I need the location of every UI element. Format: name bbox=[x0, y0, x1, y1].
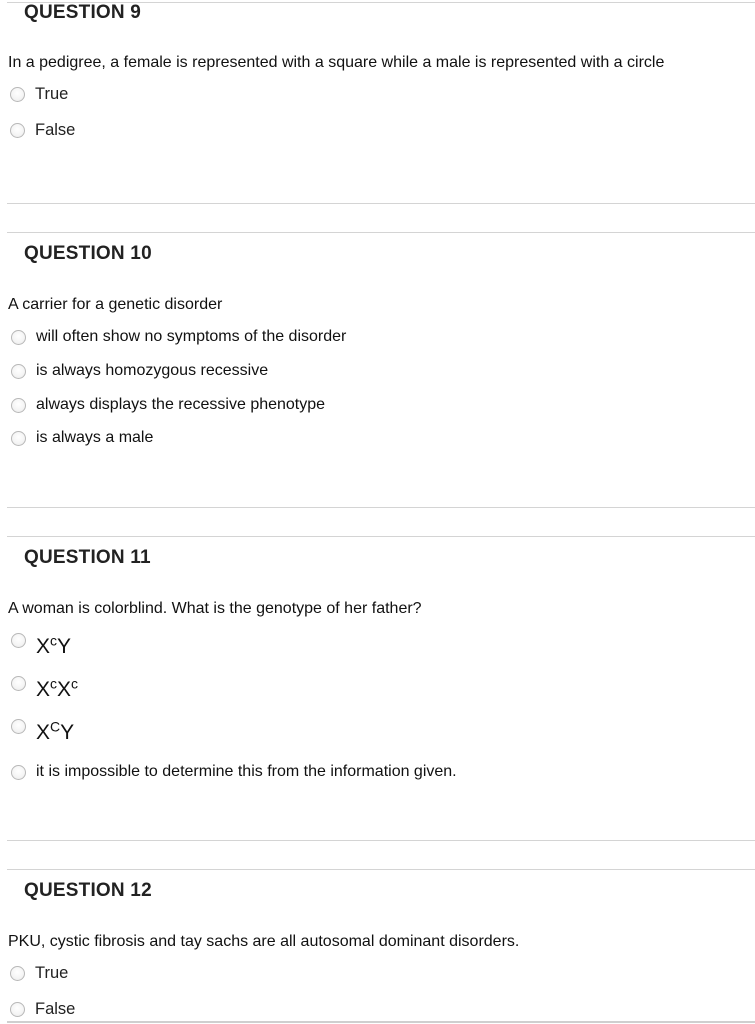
option-label: True bbox=[35, 84, 69, 103]
question-11-option-3[interactable] bbox=[11, 716, 74, 744]
question-10-title: QUESTION 10 bbox=[24, 243, 152, 264]
option-label: it is impossible to determine this from the information given. bbox=[36, 763, 457, 780]
question-12-option-false[interactable] bbox=[10, 998, 75, 1020]
genotype-allele: c bbox=[71, 675, 79, 692]
option-label: False bbox=[35, 999, 76, 1018]
radio-button[interactable] bbox=[10, 123, 25, 138]
divider bbox=[7, 203, 755, 204]
genotype-allele: c bbox=[50, 675, 58, 692]
genotype-letter: Y bbox=[60, 721, 75, 744]
question-12-option-true[interactable] bbox=[10, 962, 68, 984]
genotype-letter: X bbox=[57, 678, 72, 701]
question-12-text: PKU, cystic fibrosis and tay sachs are all autosomal dominant disorders. bbox=[8, 933, 520, 950]
option-label: is always a male bbox=[36, 429, 154, 446]
divider bbox=[7, 1021, 755, 1023]
option-label: will often show no symptoms of the disorder bbox=[36, 328, 347, 345]
radio-button[interactable] bbox=[11, 633, 26, 648]
question-10-text: A carrier for a genetic disorder bbox=[8, 296, 223, 313]
question-9-text: In a pedigree, a female is represented with a square while a male is represented with a circle bbox=[8, 54, 665, 71]
radio-button[interactable] bbox=[10, 966, 25, 981]
question-11-option-4[interactable] bbox=[11, 761, 457, 783]
genotype-label bbox=[36, 718, 75, 744]
genotype-letter: Y bbox=[57, 635, 72, 658]
divider bbox=[7, 507, 755, 508]
question-10-option-3[interactable] bbox=[11, 394, 325, 416]
radio-button[interactable] bbox=[11, 330, 26, 345]
question-11-option-2[interactable] bbox=[11, 673, 78, 701]
divider bbox=[7, 840, 755, 841]
radio-button[interactable] bbox=[11, 431, 26, 446]
radio-button[interactable] bbox=[10, 87, 25, 102]
question-12-title: QUESTION 12 bbox=[24, 880, 152, 901]
option-label: True bbox=[35, 963, 69, 982]
radio-button[interactable] bbox=[11, 364, 26, 379]
question-11-title: QUESTION 11 bbox=[24, 547, 151, 568]
option-label: always displays the recessive phenotype bbox=[36, 396, 326, 413]
genotype-letter: X bbox=[36, 678, 51, 701]
divider bbox=[7, 536, 755, 537]
genotype-letter: X bbox=[36, 721, 51, 744]
radio-button[interactable] bbox=[11, 719, 26, 734]
question-9-option-false[interactable] bbox=[10, 119, 75, 141]
question-10-option-2[interactable] bbox=[11, 360, 268, 382]
genotype-label bbox=[36, 675, 79, 701]
question-11-option-1[interactable] bbox=[11, 630, 71, 658]
divider bbox=[7, 869, 755, 870]
genotype-label bbox=[36, 632, 72, 658]
radio-button[interactable] bbox=[11, 765, 26, 780]
option-label: False bbox=[35, 120, 76, 139]
genotype-letter: X bbox=[36, 635, 51, 658]
option-label: is always homozygous recessive bbox=[36, 362, 269, 379]
question-10-option-4[interactable] bbox=[11, 427, 153, 449]
question-11-text: A woman is colorblind. What is the genotype of her father? bbox=[8, 600, 422, 617]
genotype-allele: C bbox=[50, 718, 61, 735]
radio-button[interactable] bbox=[11, 676, 26, 691]
question-10-option-1[interactable] bbox=[11, 326, 346, 348]
question-9-option-true[interactable] bbox=[10, 83, 68, 105]
divider bbox=[7, 232, 755, 233]
genotype-allele: c bbox=[50, 632, 58, 649]
radio-button[interactable] bbox=[11, 398, 26, 413]
radio-button[interactable] bbox=[10, 1002, 25, 1017]
question-9-title: QUESTION 9 bbox=[24, 2, 142, 23]
